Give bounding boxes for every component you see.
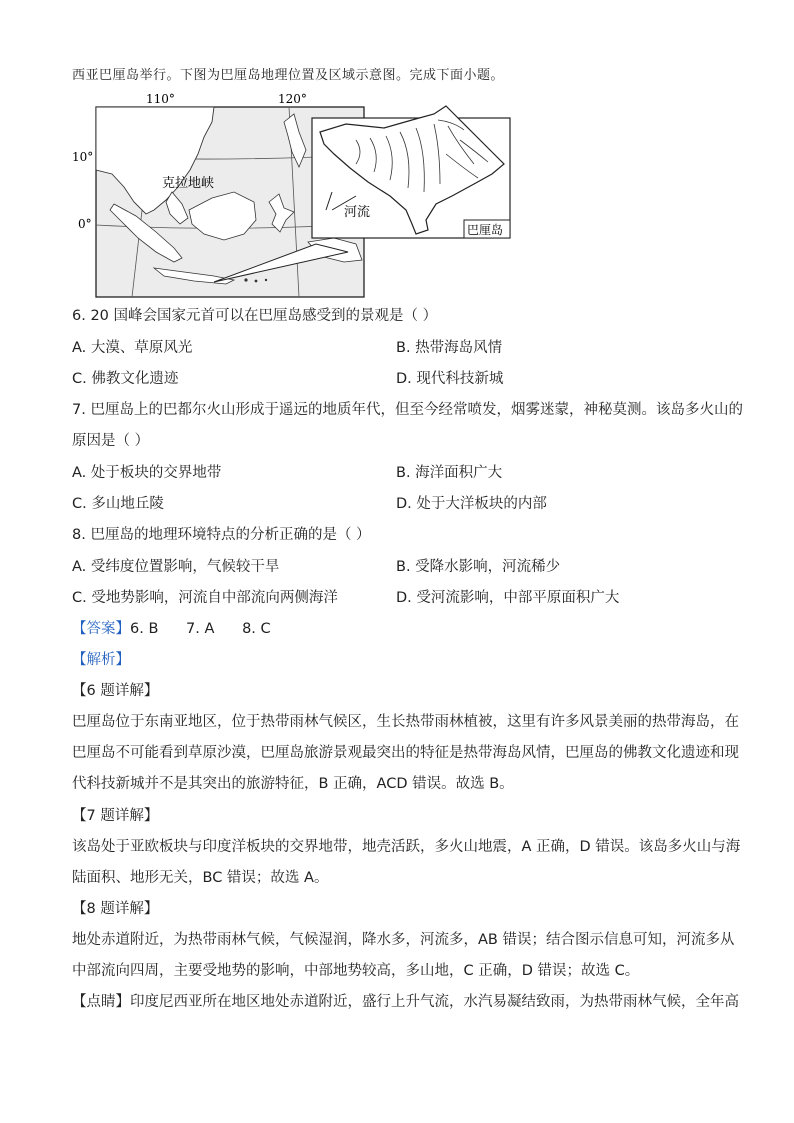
q7-option-c: C. 多山地丘陵	[72, 496, 164, 512]
d8-line-2: 中部流向四周，主要受地势的影响，中部地势较高，多山地，C 正确，D 错误；故选 C。	[72, 963, 640, 979]
d6-line-1: 巴厘岛位于东南亚地区，位于热带雨林气候区，生长热带雨林植被，这里有许多风景美丽的热带海岛，在	[72, 714, 739, 730]
island-label: 巴厘岛	[467, 223, 504, 237]
q6-option-d: D. 现代科技新城	[396, 371, 504, 387]
q6-option-b: B. 热带海岛风情	[396, 340, 503, 356]
lat-label-0: 0°	[78, 217, 92, 231]
d7-line-1: 该岛处于亚欧板块与印度洋板块的交界地带，地壳活跃，多火山地震，A 正确，D 错误。该岛多火山与海	[72, 839, 741, 855]
answer-line	[72, 619, 271, 639]
q6-option-a: A. 大漠、草原风光	[72, 340, 193, 356]
q8-option-a: A. 受纬度位置影响，气候较干旱	[72, 559, 280, 575]
q7-stem-line1: 7. 巴厘岛上的巴都尔火山形成于遥远的地质年代，但至今经常喷发，烟雾迷蒙，神秘莫测。该岛多火山的	[72, 402, 743, 418]
q6-option-c: C. 佛教文化遗迹	[72, 371, 179, 387]
q7-option-a: A. 处于板块的交界地带	[72, 465, 222, 481]
kra-isthmus-label: 克拉地峡	[162, 176, 215, 191]
d6-line-3: 代科技新城并不是其突出的旅游特征，B 正确，ACD 错误。故选 B。	[72, 776, 514, 792]
bali-location-map	[72, 92, 514, 302]
dianjing-line	[72, 992, 739, 1012]
lon-label-120: 120°	[278, 92, 307, 106]
q7-option-d: D. 处于大洋板块的内部	[396, 496, 547, 512]
river-label: 河流	[344, 205, 371, 220]
q7-option-b: B. 海洋面积广大	[396, 465, 503, 481]
lat-label-10: 10°	[72, 150, 94, 164]
d7-line-2: 陆面积、地形无关，BC 错误；故选 A。	[72, 870, 329, 886]
dianjing-tag: 【点睛】	[72, 994, 130, 1010]
bali-dot	[244, 278, 247, 281]
q6-stem: 6. 20 国峰会国家元首可以在巴厘岛感受到的景观是（ ）	[72, 308, 438, 324]
q8-option-d: D. 受河流影响，中部平原面积广大	[396, 590, 620, 606]
d8-tag: 【8 题详解】	[72, 901, 159, 917]
answer-tag: 【答案】	[72, 621, 130, 637]
q8-stem: 8. 巴厘岛的地理环境特点的分析正确的是（ ）	[72, 527, 371, 543]
q8-option-b: B. 受降水影响，河流稀少	[396, 559, 561, 575]
lon-label-110: 110°	[146, 92, 175, 106]
q8-option-c: C. 受地势影响，河流自中部流向两侧海洋	[72, 590, 338, 606]
d8-line-1: 地处赤道附近，为热带雨林气候，气候湿润，降水多，河流多，AB 错误；结合图示信息可知，河流多从	[72, 932, 735, 948]
dianjing-text: 印度尼西亚所在地区地处赤道附近，盛行上升气流，水汽易凝结致雨，为热带雨林气候，全年高	[130, 994, 739, 1010]
q7-stem-line2: 原因是（ ）	[72, 433, 150, 449]
answer-text: 6. B 7. A 8. C	[130, 621, 271, 637]
d6-tag: 【6 题详解】	[72, 683, 159, 699]
d7-tag: 【7 题详解】	[72, 808, 159, 824]
d6-line-2: 巴厘岛不可能看到草原沙漠，巴厘岛旅游景观最突出的特征是热带海岛风情，巴厘岛的佛教文化遗迹和现	[72, 745, 739, 761]
intro-text: 西亚巴厘岛举行。下图为巴厘岛地理位置及区域示意图。完成下面小题。	[72, 68, 505, 83]
analysis-tag: 【解析】	[72, 652, 130, 668]
